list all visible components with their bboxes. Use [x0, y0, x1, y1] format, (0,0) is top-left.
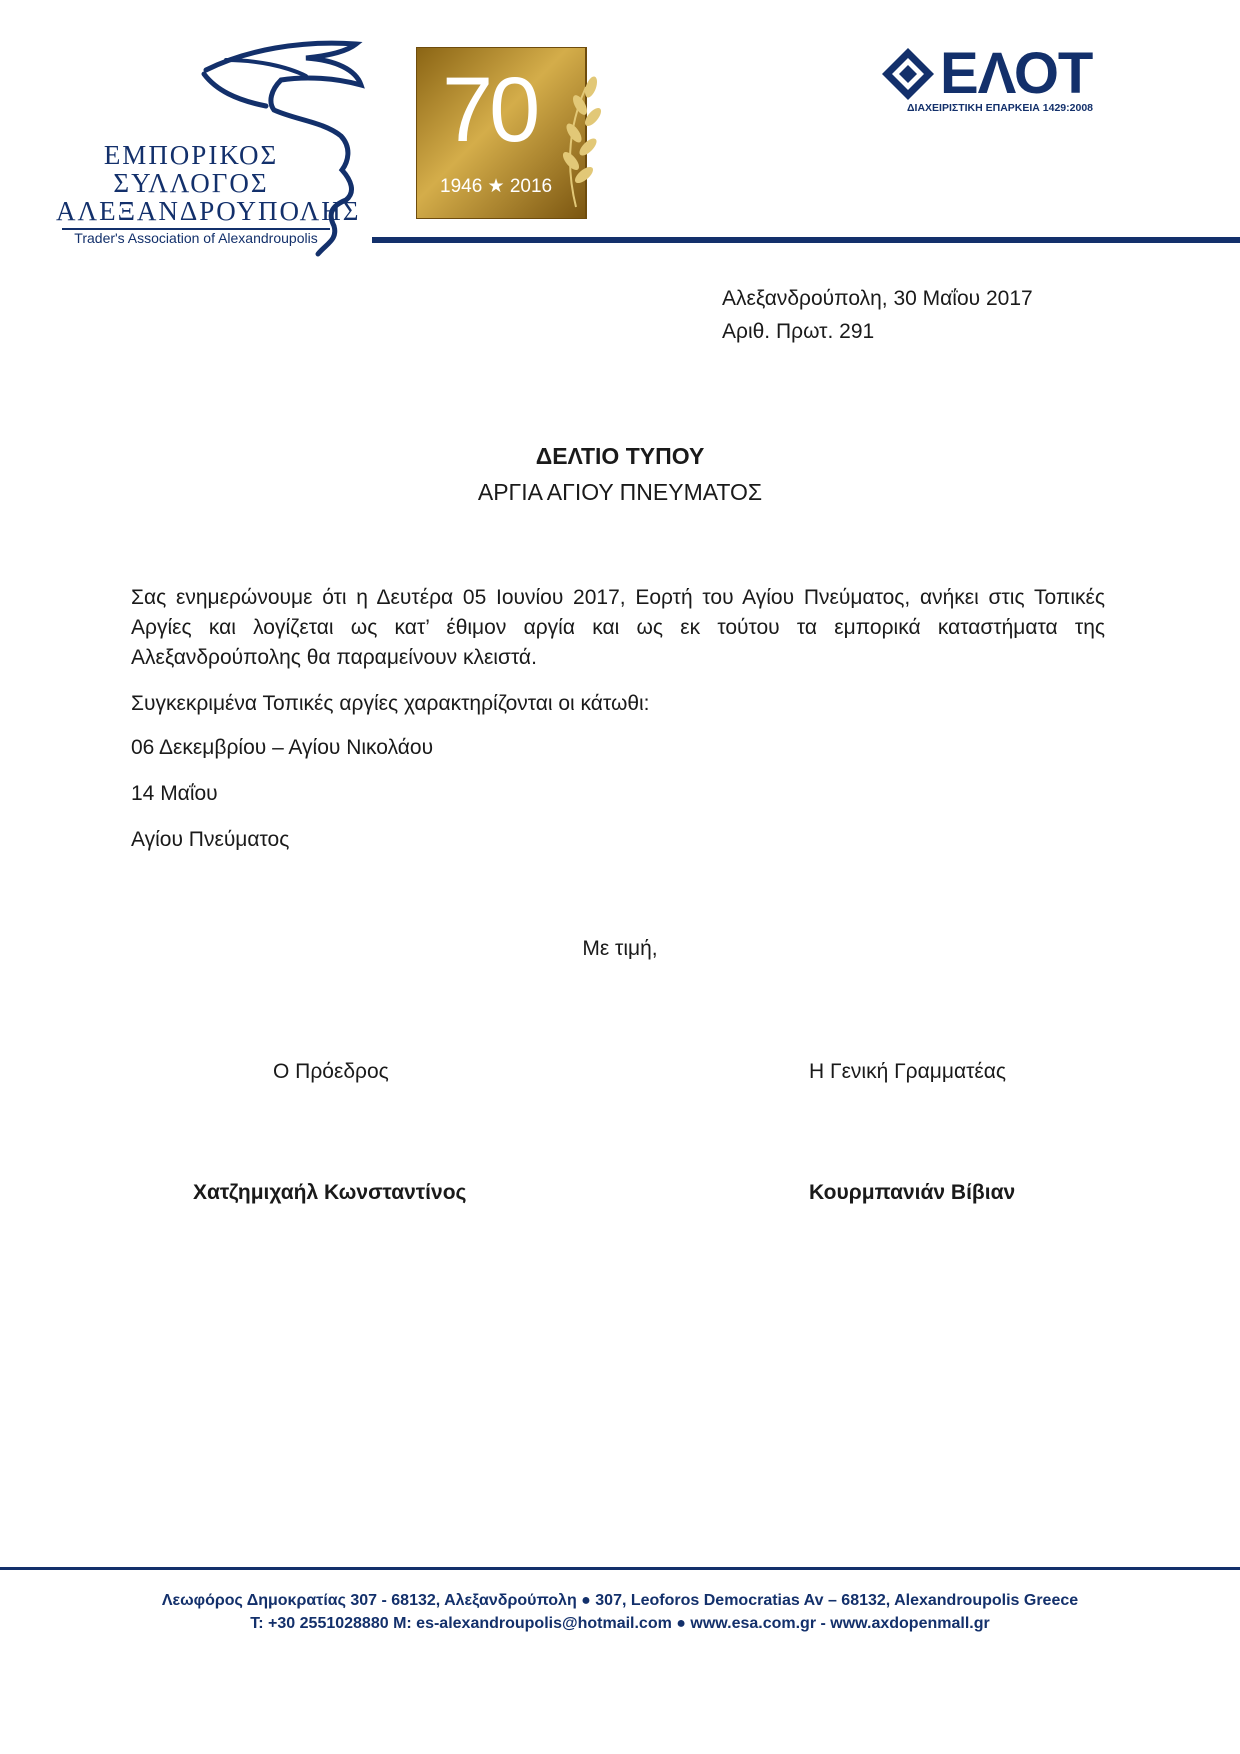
header-divider: [372, 237, 1240, 243]
president-name: Χατζημιχαήλ Κωνσταντίνος: [193, 1181, 467, 1204]
holiday-item: 06 Δεκεμβρίου – Αγίου Νικολάου: [131, 736, 434, 759]
logo-text-line-1: ΕΜΠΟΡΙΚΟΣ: [103, 140, 279, 170]
document-subtitle: ΑΡΓΙΑ ΑΓΙΟΥ ΠΝΕΥΜΑΤΟΣ: [477, 479, 763, 505]
protocol-number: Αριθ. Πρωτ. 291: [722, 320, 875, 343]
footer-divider: [0, 1567, 1240, 1570]
date-block: [722, 282, 1033, 348]
elot-name: ΕΛΟΤ: [940, 41, 1093, 106]
holiday-item: 14 Μαΐου: [131, 782, 218, 805]
elot-certification-logo: [878, 41, 1098, 116]
footer-contact: T: +30 2551028880 M: es-alexandroupolis@hotmail.com ● www.esa.com.gr - www.axdopenmall.gr: [250, 1615, 990, 1632]
trader-association-logo: [56, 30, 396, 270]
logo-text-line-2: ΣΥΛΛΟΓΟΣ: [113, 168, 269, 198]
secretary-name: Κουρμπανιάν Βίβιαν: [809, 1181, 1016, 1204]
logo-subtitle: Trader's Association of Alexandroupolis: [74, 230, 318, 246]
closing-salutation: Με τιμή,: [582, 937, 658, 960]
holidays-intro: Συγκεκριμένα Τοπικές αργίες χαρακτηρίζονται οι κάτωθι:: [131, 692, 650, 715]
secretary-role: Η Γενική Γραμματέας: [809, 1060, 1007, 1083]
body-paragraph: Σας ενημερώνουμε ότι η Δευτέρα 05 Ιουνίου 2017, Εορτή του Αγίου Πνεύματος, ανήκει στις Τοπικές Αργίες και λογίζεται ως κατ’ έθιμον αργία και ως εκ τούτου τα εμπορικά καταστήματα της Αλεξανδρούπολης θα παραμείνουν κλειστά.: [131, 586, 1105, 669]
logo-text-line-3: ΑΛΕΞΑΝΔΡΟΥΠΟΛΗΣ: [56, 196, 361, 226]
document-title: ΔΕΛΤΙΟ ΤΥΠΟΥ: [535, 443, 705, 469]
anniversary-number: 70: [442, 59, 537, 161]
anniversary-years: 1946 ★ 2016: [440, 176, 553, 197]
elot-emblem-icon: [880, 46, 936, 102]
date-line: Αλεξανδρούπολη, 30 Μαΐου 2017: [722, 287, 1033, 310]
anniversary-badge: [416, 47, 586, 219]
footer-address: Λεωφόρος Δημοκρατίας 307 - 68132, Αλεξανδρούπολη ● 307, Leoforos Democratias Av – 68132, Alexandroupolis Greece: [161, 1592, 1079, 1609]
elot-subtitle: ΔΙΑΧΕΙΡΙΣΤΙΚΗ ΕΠΑΡΚΕΙΑ 1429:2008: [907, 102, 1093, 114]
holiday-item: Αγίου Πνεύματος: [131, 828, 290, 851]
president-role: Ο Πρόεδρος: [273, 1060, 389, 1083]
